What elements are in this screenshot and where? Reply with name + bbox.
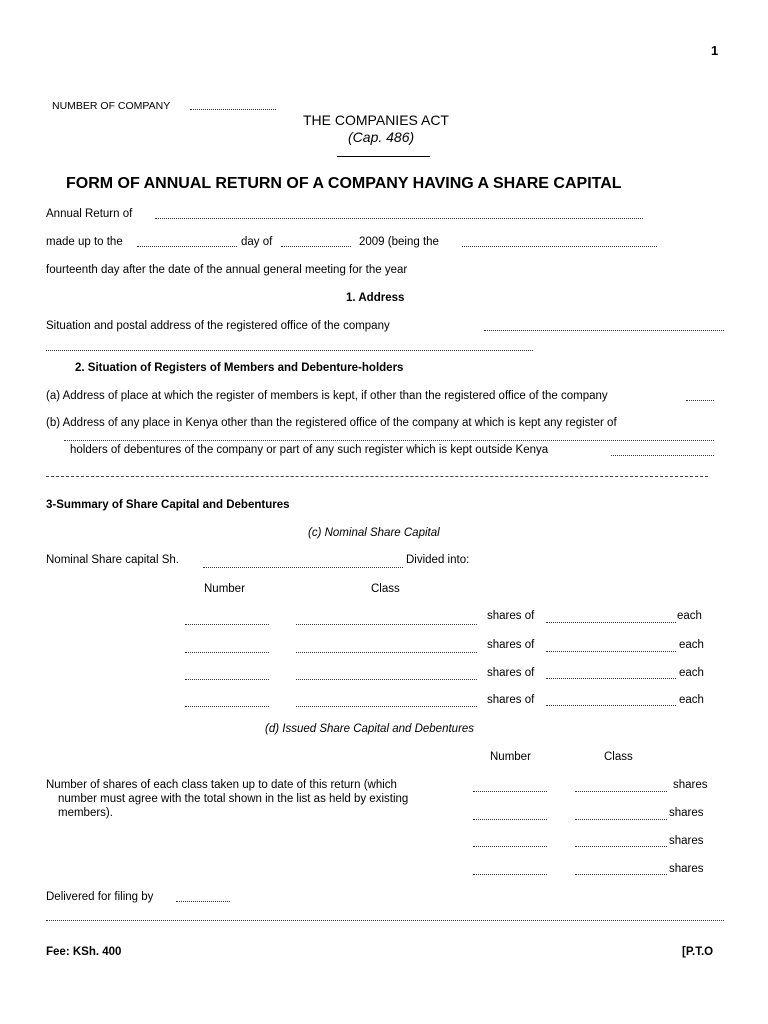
day-of-label: day of	[241, 236, 273, 248]
register-debentures-cont: holders of debentures of the company or part of any such register which is kept outside Kenya	[70, 444, 549, 456]
share-value-field[interactable]	[546, 622, 676, 623]
issued-class-field[interactable]	[575, 874, 667, 875]
address-heading: 1. Address	[346, 292, 405, 304]
register-members-text: (a) Address of place at which the register of members is kept, if other than the registered office of the company	[46, 390, 608, 402]
section-divider	[46, 476, 708, 477]
registered-office-field-1[interactable]	[484, 330, 724, 331]
share-class-field[interactable]	[296, 652, 477, 653]
nominal-class-header: Class	[371, 583, 400, 595]
shares-of-label: shares of	[487, 694, 535, 706]
registered-office-field-2[interactable]	[46, 350, 533, 351]
issued-number-field[interactable]	[473, 846, 547, 847]
issued-class-header: Class	[604, 751, 633, 763]
issued-shares-label: shares	[669, 835, 704, 847]
register-debentures-field-2[interactable]	[611, 455, 714, 456]
share-class-field[interactable]	[296, 706, 477, 707]
share-number-field[interactable]	[185, 624, 269, 625]
issued-shares-label: shares	[673, 779, 708, 791]
nominal-capital-label: Nominal Share capital Sh.	[46, 554, 179, 566]
issued-class-field[interactable]	[575, 819, 667, 820]
share-value-field[interactable]	[546, 678, 676, 679]
page-number: 1	[711, 43, 719, 58]
issued-subheading: (d) Issued Share Capital and Debentures	[265, 723, 475, 735]
issued-text-line-1: Number of shares of each class taken up to date of this return (which	[46, 779, 397, 791]
issued-text-line-3: members).	[58, 807, 113, 819]
act-title: THE COMPANIES ACT	[303, 112, 449, 128]
issued-number-field[interactable]	[473, 874, 547, 875]
issued-class-field[interactable]	[575, 791, 667, 792]
each-label: each	[679, 694, 704, 706]
share-class-field[interactable]	[296, 679, 477, 680]
each-label: each	[677, 610, 702, 622]
made-up-to-label: made up to the	[46, 236, 123, 248]
share-number-field[interactable]	[185, 679, 269, 680]
issued-shares-label: shares	[669, 863, 704, 875]
issued-shares-label: shares	[669, 807, 704, 819]
share-class-field[interactable]	[296, 624, 477, 625]
register-debentures-field-1[interactable]	[64, 440, 714, 441]
nominal-capital-field[interactable]	[203, 567, 403, 568]
delivered-by-field-2[interactable]	[46, 920, 724, 921]
register-members-field[interactable]	[686, 400, 714, 401]
year-being-label: 2009 (being the	[359, 236, 439, 248]
issued-class-field[interactable]	[575, 846, 667, 847]
made-up-day-field[interactable]	[137, 246, 237, 247]
each-label: each	[679, 639, 704, 651]
made-up-month-field[interactable]	[281, 246, 351, 247]
shares-of-label: shares of	[487, 610, 535, 622]
nominal-number-header: Number	[204, 583, 245, 595]
company-number-label: NUMBER OF COMPANY	[52, 100, 171, 112]
divided-into-label: Divided into:	[406, 554, 470, 566]
annual-return-label: Annual Return of	[46, 208, 133, 220]
shares-of-label: shares of	[487, 639, 535, 651]
share-value-field[interactable]	[546, 651, 676, 652]
share-number-field[interactable]	[185, 652, 269, 653]
issued-text-line-2: number must agree with the total shown in the list as held by existing	[58, 793, 409, 805]
issued-number-field[interactable]	[473, 819, 547, 820]
fee-label: Fee: KSh. 400	[46, 946, 122, 958]
act-cap: (Cap. 486)	[348, 129, 415, 145]
being-field[interactable]	[462, 246, 657, 247]
fourteenth-day-text: fourteenth day after the date of the annual general meeting for the year	[46, 264, 408, 276]
company-number-field[interactable]	[190, 109, 276, 110]
delivered-by-field[interactable]	[176, 901, 230, 902]
situation-label: Situation and postal address of the registered office of the company	[46, 320, 390, 332]
each-label: each	[679, 667, 704, 679]
pto-label: [P.T.O	[682, 946, 714, 958]
annual-return-field[interactable]	[155, 218, 643, 219]
summary-heading: 3-Summary of Share Capital and Debentures	[46, 499, 290, 511]
share-value-field[interactable]	[546, 705, 676, 706]
form-title: FORM OF ANNUAL RETURN OF A COMPANY HAVING A SHARE CAPITAL	[66, 175, 622, 192]
nominal-subheading: (c) Nominal Share Capital	[308, 527, 440, 539]
share-number-field[interactable]	[185, 706, 269, 707]
shares-of-label: shares of	[487, 667, 535, 679]
register-debentures-text: (b) Address of any place in Kenya other than the registered office of the company at which is kept any register of	[46, 417, 617, 429]
issued-number-header: Number	[490, 751, 531, 763]
delivered-label: Delivered for filing by	[46, 891, 154, 903]
issued-number-field[interactable]	[473, 791, 547, 792]
title-rule	[337, 156, 430, 157]
registers-heading: 2. Situation of Registers of Members and Debenture-holders	[75, 362, 404, 374]
